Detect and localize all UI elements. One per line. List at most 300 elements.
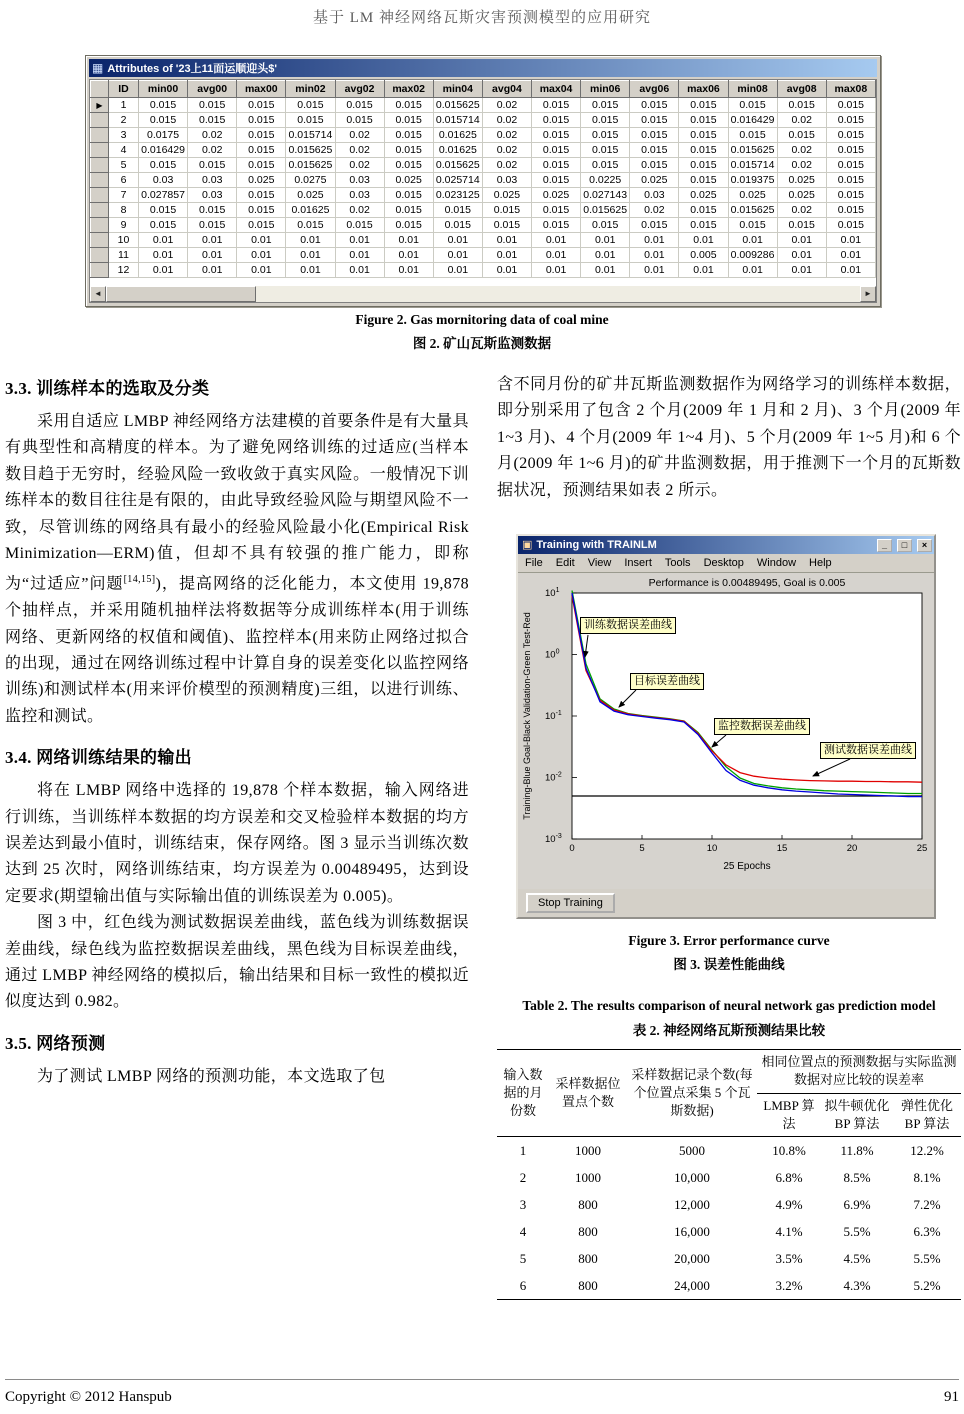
results-cell: 6.3%: [913, 1223, 941, 1239]
data-cell: 2: [109, 113, 139, 128]
results-table: [497, 1049, 961, 1300]
data-cell: 0.015714: [728, 158, 777, 173]
current-row-pointer-icon[interactable]: ▶: [91, 98, 109, 113]
results-cell: 3.2%: [757, 1272, 821, 1300]
stop-training-button[interactable]: Stop Training: [526, 893, 615, 913]
table-icon: ▦: [92, 61, 104, 75]
attr-row-5[interactable]: [91, 158, 876, 173]
data-cell: 0.01: [139, 248, 188, 263]
data-cell: 0.015: [188, 158, 237, 173]
results-cell: 800: [578, 1196, 598, 1212]
data-cell: 0.025: [384, 173, 433, 188]
data-cell: 0.01: [384, 263, 433, 278]
data-cell: 0.02: [335, 158, 384, 173]
data-cell: 0.015: [237, 143, 286, 158]
data-cell: 0.015714: [433, 113, 482, 128]
svg-text:20: 20: [846, 843, 858, 855]
data-cell: 0.0275: [286, 173, 335, 188]
row-selector[interactable]: [91, 188, 109, 203]
column-header-avg08[interactable]: avg08: [777, 81, 826, 98]
data-cell: 0.015: [286, 113, 335, 128]
data-cell: 0.025: [630, 173, 679, 188]
row-selector[interactable]: [91, 218, 109, 233]
results-cell: 4: [519, 1223, 527, 1239]
results-cell: 7.2%: [913, 1196, 941, 1212]
section-3-4-paragraph-2: 图 3 中，红色线为测试数据误差曲线，蓝色线为训练数据误差曲线，绿色线为监控数据误差曲线，黑色线为目标误差曲线，通过 LMBP 神经网络的模拟后，输出结果和目标一致性的模拟近似度达到 0.982。: [5, 914, 469, 1011]
attributes-window-title: Attributes of '23上11面运顺迎头$': [107, 63, 277, 75]
data-cell: 0.015625: [433, 158, 482, 173]
svg-text:15: 15: [776, 843, 788, 855]
attributes-window: [85, 55, 881, 307]
results-cell: 11.8%: [840, 1142, 874, 1158]
data-cell: 0.015714: [286, 128, 335, 143]
col-header-resilient: 弹性优化 BP 算法: [893, 1093, 961, 1136]
svg-text:10: 10: [706, 843, 718, 855]
row-selector[interactable]: [91, 203, 109, 218]
attributes-window-titlebar[interactable]: [89, 59, 877, 77]
attr-row-3[interactable]: [91, 128, 876, 143]
data-cell: 0.01: [777, 233, 826, 248]
running-title: 基于 LM 神经网络瓦斯灾害预测模型的应用研究: [312, 10, 651, 26]
data-cell: 0.015: [237, 113, 286, 128]
data-cell: 0.015: [630, 98, 679, 113]
section-3-3-paragraph: [5, 409, 469, 730]
results-header-row-1: [497, 1050, 961, 1093]
results-cell: 800: [578, 1250, 598, 1266]
attr-row-2[interactable]: [91, 113, 876, 128]
svg-text:100: $10^0$: [545, 648, 560, 661]
data-cell: 0.02: [482, 128, 531, 143]
data-cell: 0.015: [826, 188, 875, 203]
data-cell: 0.01: [826, 248, 875, 263]
data-cell: 0.015: [433, 203, 482, 218]
results-cell: 6.9%: [843, 1196, 871, 1212]
two-column-body: [5, 372, 961, 1300]
row-selector[interactable]: [91, 143, 109, 158]
results-row: [497, 1245, 961, 1272]
data-cell: 0.015: [581, 128, 630, 143]
results-cell: 3: [519, 1196, 527, 1212]
data-cell: 0.02: [777, 113, 826, 128]
svg-text:5: 5: [639, 843, 645, 855]
data-cell: 0.01625: [433, 143, 482, 158]
data-cell: 0.0175: [139, 128, 188, 143]
data-cell: 0.015: [581, 143, 630, 158]
data-cell: 0.015: [777, 98, 826, 113]
results-cell: 1: [519, 1142, 527, 1158]
data-cell: 0.01: [286, 263, 335, 278]
figure2-caption-zh: 图 2. 矿山瓦斯监测数据: [412, 336, 552, 351]
results-row: [497, 1191, 961, 1218]
data-cell: 0.015: [482, 218, 531, 233]
data-cell: 0.01: [777, 263, 826, 278]
data-cell: 0.015: [139, 98, 188, 113]
attr-row-1[interactable]: [91, 98, 876, 113]
annotation-goal-label: 目标误差曲线: [630, 673, 704, 690]
data-cell: 0.01: [630, 248, 679, 263]
menu-item-insert[interactable]: Insert: [624, 557, 652, 570]
menu-item-desktop[interactable]: Desktop: [703, 557, 744, 570]
col-header-lmbp: LMBP 算法: [757, 1093, 821, 1136]
data-cell: 0.015: [679, 128, 728, 143]
data-cell: 0.015: [826, 203, 875, 218]
svg-text:101: $10^1$: [545, 587, 560, 600]
data-cell: 0.0225: [581, 173, 630, 188]
row-selector[interactable]: [91, 248, 109, 263]
results-cell: 5.2%: [893, 1272, 961, 1300]
data-cell: 0.015: [581, 158, 630, 173]
figure2-caption-en: Figure 2. Gas mornitoring data of coal mine: [355, 312, 609, 327]
close-button[interactable]: ×: [917, 539, 932, 552]
data-cell: 0.015: [679, 113, 728, 128]
data-cell: 0.015: [384, 203, 433, 218]
data-cell: 0.025: [679, 188, 728, 203]
window-bottom-bar: [518, 889, 934, 917]
minimize-button[interactable]: _: [877, 539, 892, 552]
data-cell: 0.015: [728, 98, 777, 113]
data-cell: 0.015: [139, 218, 188, 233]
x-axis-label: 25 Epochs: [723, 861, 771, 873]
column-header-avg06[interactable]: avg06: [630, 81, 679, 98]
figure3-caption-zh: 图 3. 误差性能曲线: [673, 957, 785, 973]
results-cell: 1000: [575, 1142, 601, 1158]
column-header-id[interactable]: ID: [109, 81, 139, 98]
data-cell: 0.015: [237, 158, 286, 173]
data-cell: 0.023125: [433, 188, 482, 203]
data-cell: 8: [109, 203, 139, 218]
data-cell: 0.02: [482, 98, 531, 113]
data-cell: 0.03: [188, 188, 237, 203]
data-cell: 0.015: [679, 98, 728, 113]
data-cell: 0.015: [630, 158, 679, 173]
row-selector[interactable]: [91, 113, 109, 128]
data-cell: 0.015: [532, 98, 581, 113]
results-cell: 4.5%: [843, 1250, 871, 1266]
data-cell: 0.009286: [728, 248, 777, 263]
data-cell: 0.01: [777, 248, 826, 263]
data-cell: 0.015: [237, 188, 286, 203]
attr-row-8[interactable]: [91, 203, 876, 218]
results-cell: 800: [549, 1272, 627, 1300]
column-header-min02[interactable]: min02: [286, 81, 335, 98]
data-cell: 0.015: [139, 113, 188, 128]
data-cell: 0.015: [237, 128, 286, 143]
results-cell: 10,000: [674, 1169, 710, 1185]
data-cell: 0.02: [777, 203, 826, 218]
column-header-min04[interactable]: min04: [433, 81, 482, 98]
data-cell: 0.015: [482, 203, 531, 218]
attr-row-4[interactable]: [91, 143, 876, 158]
training-window-titlebar[interactable]: [518, 536, 934, 554]
col-header-records: 采样数据记录个数(每个位置点采集 5 个瓦斯数据): [627, 1050, 757, 1137]
menu-item-view[interactable]: View: [587, 557, 612, 570]
data-cell: 0.01: [482, 263, 531, 278]
y-axis-label: Training-Blue Goal-Black Validation-Green Test-Red: [522, 612, 532, 820]
data-cell: 0.01: [433, 263, 482, 278]
attributes-table-body: [91, 98, 876, 278]
scrollbar-track[interactable]: [256, 286, 860, 302]
data-cell: 0.01: [630, 263, 679, 278]
results-row: [497, 1272, 961, 1300]
data-cell: 0.01: [384, 233, 433, 248]
attributes-table: [90, 80, 876, 278]
data-cell: 0.015: [384, 143, 433, 158]
data-cell: 0.015: [532, 173, 581, 188]
data-cell: 0.015: [728, 218, 777, 233]
data-cell: 0.01: [728, 233, 777, 248]
data-cell: 0.005: [679, 248, 728, 263]
svg-text:10-3: $10^{-3}$: [545, 833, 562, 846]
row-selector[interactable]: [91, 173, 109, 188]
results-cell: 4.3%: [821, 1272, 893, 1300]
data-cell: 0.015: [237, 203, 286, 218]
scroll-right-button[interactable]: ►: [860, 286, 876, 302]
data-cell: 0.015: [679, 158, 728, 173]
svg-text:10-1: $10^{-1}$: [545, 710, 562, 723]
data-cell: 0.02: [630, 203, 679, 218]
results-cell: 16,000: [674, 1223, 710, 1239]
results-cell: 10.8%: [772, 1142, 806, 1158]
data-cell: 0.01: [826, 233, 875, 248]
data-cell: 0.015: [139, 158, 188, 173]
data-cell: 0.01: [581, 263, 630, 278]
data-cell: 0.015: [679, 173, 728, 188]
paragraph-text: 采用自适应 LMBP 神经网络方法建模的首要条件是有大量具有典型性和高精度的样本。为了避免网络训练的过适应(当样本数目趋于无穷时，经验风险一致收敛于真实风险。一般情况下训练样本的数目往往是有限的，由此导致经验风险与期望风险不一致，尽管训练的网络具有最小的经验风险最小化(Empirical Risk Minimization—ERM)值，但却不具有较强的推广能力，即称为“过适应”问题: [5, 413, 469, 593]
column-header-max00[interactable]: max00: [237, 81, 286, 98]
attr-row-9[interactable]: [91, 218, 876, 233]
data-cell: 0.03: [188, 173, 237, 188]
attr-row-7[interactable]: [91, 188, 876, 203]
copyright: Copyright © 2012 Hanspub: [5, 1389, 172, 1405]
data-cell: 0.01: [482, 233, 531, 248]
column-header-max04[interactable]: max04: [532, 81, 581, 98]
data-cell: 0.03: [335, 188, 384, 203]
results-cell: 5.5%: [843, 1223, 871, 1239]
menu-bar: [518, 554, 934, 573]
results-cell: 20,000: [674, 1250, 710, 1266]
annotation-validation-label: 监控数据误差曲线: [714, 718, 810, 735]
data-cell: 0.01625: [286, 203, 335, 218]
col-header-quasi-newton: 拟牛顿优化 BP 算法: [821, 1093, 893, 1136]
row-selector[interactable]: [91, 158, 109, 173]
data-cell: 0.015: [433, 218, 482, 233]
data-cell: 0.02: [335, 203, 384, 218]
right-column: [497, 372, 961, 1300]
data-cell: 0.015: [777, 128, 826, 143]
results-cell: 800: [578, 1223, 598, 1239]
data-cell: 5: [109, 158, 139, 173]
data-cell: 0.01: [679, 263, 728, 278]
data-cell: 0.015625: [286, 158, 335, 173]
data-cell: 1: [109, 98, 139, 113]
data-cell: 0.015: [384, 98, 433, 113]
column-header-avg00[interactable]: avg00: [188, 81, 237, 98]
svg-text:0: 0: [569, 843, 575, 855]
attr-row-6[interactable]: [91, 173, 876, 188]
attr-row-11[interactable]: [91, 248, 876, 263]
data-cell: 0.015: [188, 98, 237, 113]
scrollbar-thumb[interactable]: [106, 286, 256, 302]
data-cell: 0.02: [188, 128, 237, 143]
maximize-button[interactable]: □: [897, 539, 912, 552]
data-cell: 0.016429: [728, 113, 777, 128]
training-window-title: Training with TRAINLM: [536, 539, 657, 552]
data-cell: 0.015: [286, 218, 335, 233]
page-number: 91: [944, 1389, 959, 1405]
data-cell: 0.015: [188, 218, 237, 233]
figure2-caption: [0, 312, 964, 352]
data-cell: 0.015: [335, 113, 384, 128]
data-cell: 0.025: [237, 173, 286, 188]
attributes-grid-area: [89, 79, 877, 303]
data-cell: 0.01: [335, 263, 384, 278]
attr-row-12[interactable]: [91, 263, 876, 278]
plot-canvas: [518, 573, 934, 889]
data-cell: 0.01: [482, 248, 531, 263]
data-cell: 0.01: [286, 248, 335, 263]
data-cell: 0.025: [286, 188, 335, 203]
attributes-header-row: [91, 81, 876, 98]
svg-text:10-2: $10^{-2}$: [545, 771, 562, 784]
data-cell: 0.01: [237, 233, 286, 248]
column-header-max06[interactable]: max06: [679, 81, 728, 98]
data-cell: 0.015625: [728, 143, 777, 158]
data-cell: 0.01: [188, 233, 237, 248]
data-cell: 11: [109, 248, 139, 263]
data-cell: 0.015: [384, 188, 433, 203]
data-cell: 0.03: [630, 188, 679, 203]
menu-item-help[interactable]: Help: [809, 557, 832, 570]
results-cell: 3.5%: [775, 1250, 803, 1266]
results-table-body: [497, 1137, 961, 1300]
citation-14-15: [14,15]: [123, 574, 156, 586]
column-header-max08[interactable]: max08: [826, 81, 875, 98]
col-header-error-rate-group: 相同位置点的预测数据与实际监测数据对应比较的误差率: [757, 1050, 961, 1093]
data-cell: 0.01: [335, 248, 384, 263]
data-cell: 0.01: [237, 248, 286, 263]
data-cell: 0.015: [630, 143, 679, 158]
data-cell: 0.025: [728, 188, 777, 203]
column-header-max02[interactable]: max02: [384, 81, 433, 98]
data-cell: 0.015: [826, 158, 875, 173]
data-cell: 0.015: [826, 173, 875, 188]
results-cell: 6.8%: [775, 1169, 803, 1185]
svg-text:25: 25: [916, 843, 928, 855]
data-cell: 0.015: [384, 218, 433, 233]
results-cell: 8.1%: [913, 1169, 941, 1185]
results-cell: 2: [519, 1169, 527, 1185]
plot-title: Performance is 0.00489495, Goal is 0.005: [648, 577, 846, 590]
results-cell: 4.9%: [775, 1196, 803, 1212]
data-cell: 0.015: [532, 218, 581, 233]
data-cell: 0.015: [532, 113, 581, 128]
results-cell: 5000: [679, 1142, 705, 1158]
data-cell: 0.01: [728, 263, 777, 278]
paragraph-text: )，提高网络的泛化能力，本文使用 19,878 个抽样点，并采用随机抽样法将数据等分成训练样本(用于训练网络、更新网络的权值和阈值)、监控样本(用来防止网络过拟合的出现，通过在网络训练过程中计算自身的误差变化以监控网络训练)和测试样本(用来评价模型的预测精度)三组，以进行训练、监控和测试。: [5, 575, 470, 725]
data-cell: 0.015: [237, 218, 286, 233]
menu-item-edit[interactable]: Edit: [555, 557, 575, 570]
data-cell: 0.01625: [433, 128, 482, 143]
column-header-avg02[interactable]: avg02: [335, 81, 384, 98]
menu-item-tools[interactable]: Tools: [664, 557, 691, 570]
data-cell: 0.01: [433, 248, 482, 263]
section-3-5-heading: 3.5. 网络预测: [5, 1033, 106, 1053]
menu-item-file[interactable]: File: [525, 557, 543, 570]
results-row: [497, 1218, 961, 1245]
data-cell: 0.01: [581, 248, 630, 263]
data-cell: 0.02: [482, 113, 531, 128]
results-row: [497, 1164, 961, 1191]
row-selector[interactable]: [91, 233, 109, 248]
attr-row-10[interactable]: [91, 233, 876, 248]
table2-caption: [497, 997, 961, 1039]
data-cell: 0.015625: [581, 203, 630, 218]
row-selector[interactable]: [91, 263, 109, 278]
data-cell: 0.01: [139, 233, 188, 248]
data-cell: 0.01: [826, 263, 875, 278]
results-row: [497, 1137, 961, 1165]
column-header-min06[interactable]: min06: [581, 81, 630, 98]
data-cell: 0.01: [532, 263, 581, 278]
data-cell: 0.02: [188, 143, 237, 158]
column-header-avg04[interactable]: avg04: [482, 81, 531, 98]
data-cell: 12: [109, 263, 139, 278]
column-header-min08[interactable]: min08: [728, 81, 777, 98]
continuation-paragraph: 含不同月份的矿井瓦斯监测数据作为网络学习的训练样本数据，即分别采用了包含 2 个月(2009 年 1 月和 2 月)、3 个月(2009 年 1~3 月)、4 个月(2009 年 1~4 月)、5 个月(2009 年 1~5 月)和 6 个月(2009 年 1~6 月)的矿井监测数据，用于推测下一个月的瓦斯数据状况，预测结果如表 2 所示。: [497, 376, 961, 499]
menu-item-window[interactable]: Window: [756, 557, 797, 570]
data-cell: 0.015: [581, 98, 630, 113]
horizontal-scrollbar[interactable]: [90, 286, 876, 302]
data-cell: 0.015625: [286, 143, 335, 158]
results-cell: 5.5%: [913, 1250, 941, 1266]
data-cell: 0.01: [679, 233, 728, 248]
annotation-test-label: 测试数据误差曲线: [820, 742, 916, 759]
col-header-months: 输入数据的月份数: [497, 1050, 549, 1137]
column-header-min00[interactable]: min00: [139, 81, 188, 98]
table2-caption-en: Table 2. The results comparison of neural network gas prediction model: [522, 998, 936, 1014]
scroll-left-button[interactable]: ◄: [90, 286, 106, 302]
data-cell: 0.015: [335, 218, 384, 233]
figure3-caption-en: Figure 3. Error performance curve: [628, 933, 830, 949]
data-cell: 0.015: [384, 113, 433, 128]
data-cell: 0.02: [335, 128, 384, 143]
data-cell: 0.01: [384, 248, 433, 263]
data-cell: 0.016429: [139, 143, 188, 158]
row-selector[interactable]: [91, 128, 109, 143]
data-cell: 10: [109, 233, 139, 248]
data-cell: 0.015: [384, 128, 433, 143]
data-cell: 0.02: [777, 158, 826, 173]
data-cell: 0.015: [532, 143, 581, 158]
data-cell: 0.019375: [728, 173, 777, 188]
results-cell: 4.1%: [775, 1223, 803, 1239]
data-cell: 0.015: [335, 98, 384, 113]
results-cell: 5: [519, 1250, 527, 1266]
data-cell: 4: [109, 143, 139, 158]
grid-empty-area: [90, 278, 876, 286]
data-cell: 6: [109, 173, 139, 188]
data-cell: 0.01: [286, 233, 335, 248]
data-cell: 0.015: [826, 128, 875, 143]
data-cell: 0.01: [237, 263, 286, 278]
data-cell: 0.01: [532, 233, 581, 248]
data-cell: 9: [109, 218, 139, 233]
data-cell: 0.02: [482, 143, 531, 158]
results-cell: 8.5%: [843, 1169, 871, 1185]
data-cell: 0.01: [335, 233, 384, 248]
left-column: [5, 372, 469, 1300]
data-cell: 0.015: [384, 158, 433, 173]
